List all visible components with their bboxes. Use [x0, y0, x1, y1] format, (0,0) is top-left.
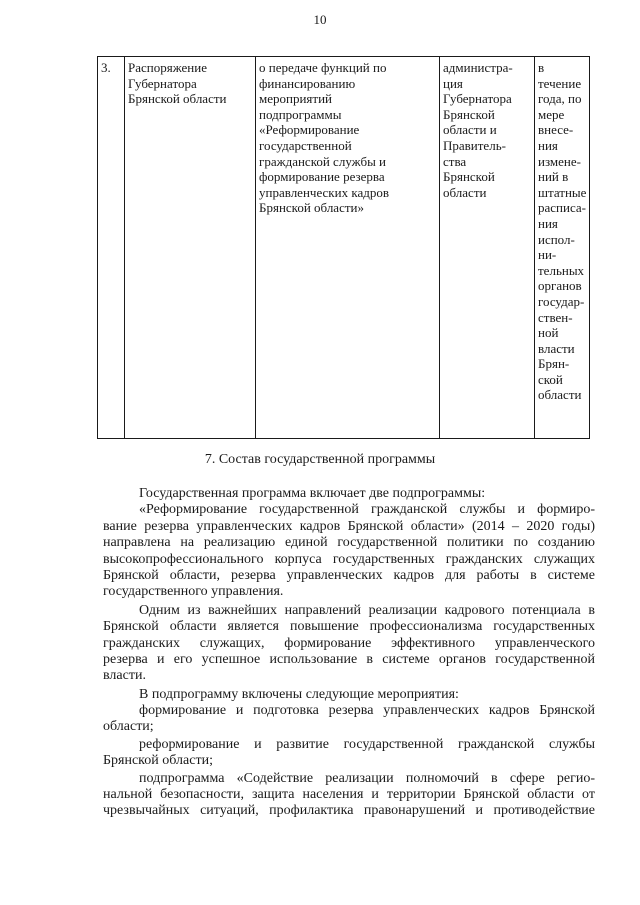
description-cell	[256, 57, 440, 439]
cell-line: Распоряжение	[128, 60, 207, 75]
text-line: нальной безопасности, защита населения и территории Брянской области от	[103, 787, 595, 803]
cell-line: Губернатора	[443, 91, 512, 107]
cell-line: управленческих кадров	[259, 184, 389, 200]
cell-line: формирование резерва	[259, 169, 385, 185]
executor-cell	[440, 57, 535, 439]
cell-line: ция	[443, 75, 463, 91]
text-line: области;	[103, 719, 154, 735]
cell-line: Брянской	[443, 106, 495, 122]
text-line: Брянской области;	[103, 753, 213, 769]
cell-line: Брян-	[538, 356, 570, 372]
cell-line: года, по	[538, 91, 582, 107]
cell-line: области	[538, 387, 582, 403]
text-line: гражданских служащих, формирование эффективного управленческого	[103, 635, 595, 651]
cell-line: органов	[538, 278, 582, 294]
text-line: направлена на реализацию единой государственной политики по созданию	[103, 535, 595, 551]
cell-line: расписа-	[538, 200, 586, 216]
cell-line: внесе-	[538, 122, 574, 138]
cell-line: ской	[538, 371, 563, 387]
cell-line: Брянской области	[128, 91, 227, 107]
text-line: В подпрограмму включены следующие мероприятия:	[139, 686, 459, 702]
cell-line: течение	[538, 75, 582, 91]
cell-line: подпрограммы	[259, 106, 342, 122]
cell-line: ствен-	[538, 309, 573, 325]
paragraph	[103, 737, 595, 770]
text-line: Одним из важнейших направлений реализации кадрового потенциала в	[139, 602, 595, 618]
cell-line: Брянской	[443, 169, 495, 185]
cell-line: испол-	[538, 231, 575, 247]
page-number: 10	[313, 12, 327, 27]
term-cell	[535, 57, 590, 439]
text-line: реформирование и развитие государственной гражданской службы	[139, 736, 595, 752]
body-text	[103, 486, 595, 820]
paragraph	[103, 703, 595, 736]
text-line: «Реформирование государственной гражданской службы и формиро-	[139, 502, 595, 518]
row-number-cell	[98, 57, 125, 439]
document-cell	[125, 57, 256, 439]
cell-line: гражданской службы и	[259, 153, 387, 169]
cell-line: государ-	[538, 293, 585, 309]
text-line: власти.	[103, 668, 146, 684]
cell-line: измене-	[538, 153, 581, 169]
cell-line: о передаче функций по	[259, 60, 387, 75]
cell-line: «Реформирование	[259, 122, 360, 138]
paragraph	[103, 486, 595, 502]
paragraph	[103, 771, 595, 820]
cell-line: тельных	[538, 262, 585, 278]
cell-line: финансированию	[259, 75, 356, 91]
measures-table	[97, 56, 590, 439]
cell-line: ной	[538, 325, 559, 341]
text-line: Брянской области является повышение профессионализма государственных	[103, 619, 595, 635]
paragraph	[103, 603, 595, 685]
cell-line: ства	[443, 153, 467, 169]
paragraph	[103, 502, 595, 600]
text-line: государственного управления.	[103, 584, 284, 600]
cell-line: Губернатора	[128, 75, 197, 91]
cell-line: Брянской области»	[259, 200, 364, 216]
text-line: формирование и подготовка резерва управленческих кадров Брянской	[139, 703, 595, 719]
section-title: 7. Состав государственной программы	[204, 452, 436, 467]
cell-line: государственной	[259, 137, 352, 153]
cell-line: области и	[443, 122, 497, 138]
text-line: высокопрофессионального корпуса государственных гражданских служащих	[103, 551, 595, 567]
cell-line: администра-	[443, 60, 513, 75]
text-line: чрезвычайных ситуаций, профилактика правонарушений и противодействие	[103, 803, 595, 819]
text-line: резерва и его успешное использование в системе органов государственной	[103, 651, 595, 667]
cell-line: области	[443, 184, 487, 200]
row-number: 3.	[101, 60, 111, 75]
cell-line: ний в	[538, 169, 569, 185]
cell-line: власти	[538, 340, 575, 356]
cell-line: штатные	[538, 184, 587, 200]
cell-line: ния	[538, 215, 558, 231]
paragraph	[103, 687, 595, 703]
cell-line: в	[538, 60, 545, 75]
cell-line: мере	[538, 106, 565, 122]
table-row	[98, 57, 590, 439]
cell-line: ни-	[538, 247, 557, 263]
cell-line: Правитель-	[443, 137, 506, 153]
text-line: Государственная программа включает две подпрограммы:	[139, 486, 486, 501]
text-line: вание резерва управленческих кадров Брянской области» (2014 – 2020 годы)	[103, 518, 595, 534]
cell-line: мероприятий	[259, 91, 332, 107]
cell-line: ния	[538, 137, 558, 153]
text-line: Брянской области, резерва управленческих кадров для работы в системе	[103, 567, 595, 583]
text-line: подпрограмма «Содействие реализации полномочий в сфере регио-	[139, 770, 595, 786]
